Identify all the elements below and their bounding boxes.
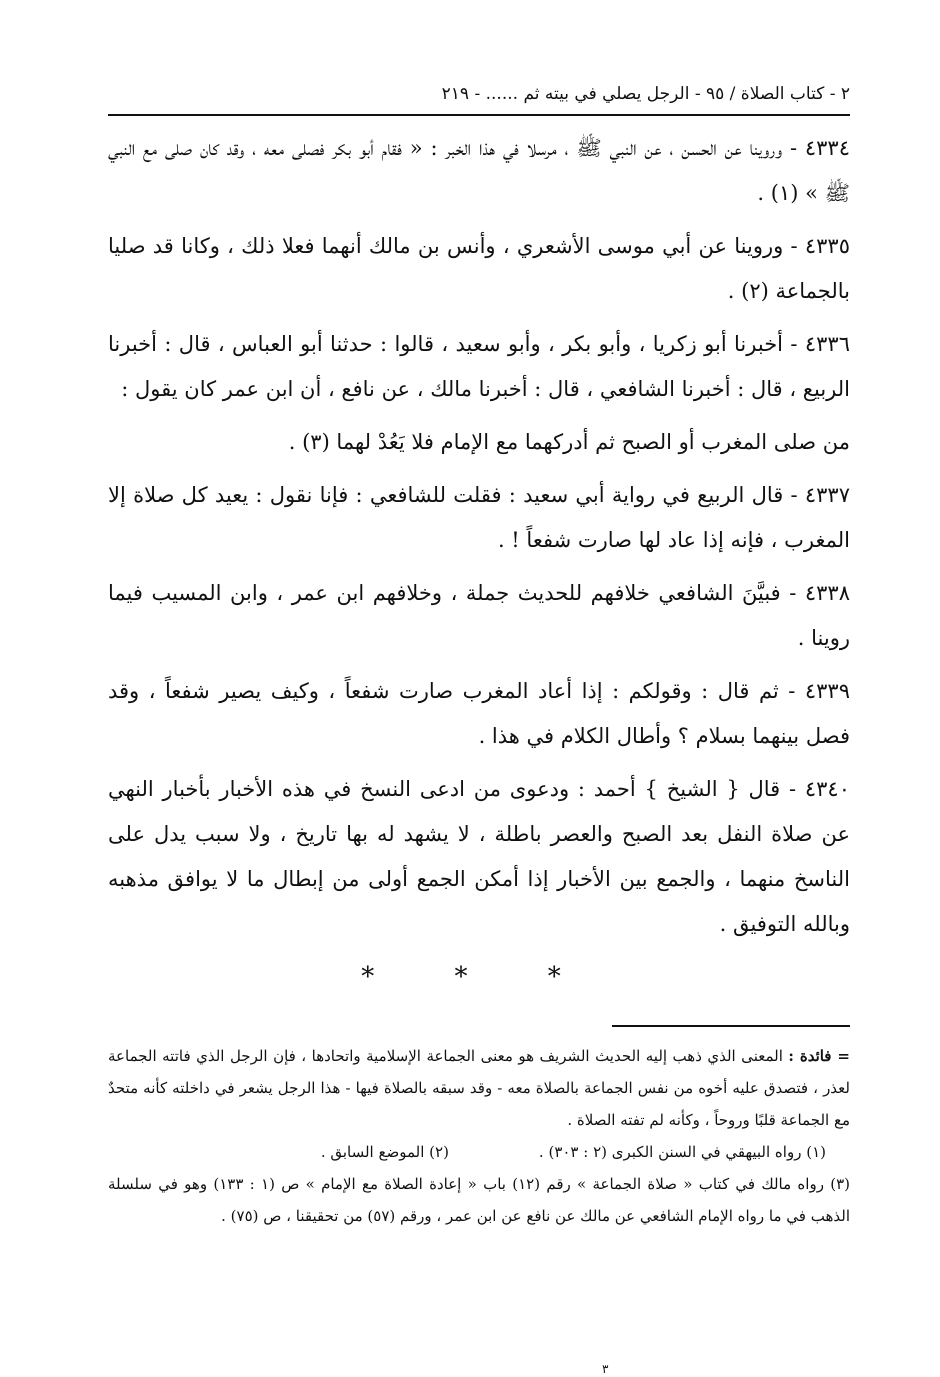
paragraph-4338: ٤٣٣٨ - فبيَّنَ الشافعي خلافهم للحديث جملة ، وخلافهم ابن عمر ، وابن المسيب فيما روينا . [108, 581, 850, 650]
paragraph-4339: ٤٣٣٩ - ثم قال : وقولكم : إذا أعاد المغرب صارت شفعاً ، وكيف يصير شفعاً ، وقد فصل بينهما بسلام ؟ وأطال الكلام في هذا . [108, 679, 850, 748]
paragraph-4337: ٤٣٣٧ - قال الربيع في رواية أبي سعيد : فقلت للشافعي : فإنا نقول : يعيد كل صلاة إلا المغرب ، فإنه إذا عاد لها صارت شفعاً ! . [108, 483, 850, 552]
footnote-benefit-text: المعنى الذي ذهب إليه الحديث الشريف هو معنى الجماعة الإسلامية واتحادها ، فإن الرجل الذي فاتته الجماعة لعذر ، فتصدق عليه أخوه من نفس الجماعة بالصلاة معه - وقد سبقه بالصلاة فيها - هذا الرجل يشعر في داخلته كأنه متحدٌ مع الجماعة قلبًا وروحاً ، وكأنه لم تفته الصلاة . [108, 1047, 850, 1129]
page-mark: ٣ [602, 1362, 609, 1376]
footnote-row-1-2 [108, 1136, 850, 1168]
footnote-rule [612, 1025, 850, 1027]
footnotes [108, 1040, 850, 1232]
section-separator: * * * [361, 962, 597, 992]
paragraph-4334: ٤٣٣٤ - وروينا عن الحسن ، عن النبي ﷺ ، مرسلا في هذا الخبر : « فقام أبو بكر فصلى معه ، وقد كان صلى مع النبي ﷺ » (١) . [108, 136, 850, 205]
running-header-text: ٢ - كتاب الصلاة / ٩٥ - الرجل يصلي في بيته ثم ...... - ٢١٩ [441, 84, 850, 104]
footnote-1: (١) رواه البيهقي في السنن الكبرى (٢ : ٣٠٣) . [538, 1143, 826, 1161]
paragraph-4335: ٤٣٣٥ - وروينا عن أبي موسى الأشعري ، وأنس بن مالك أنهما فعلا ذلك ، وكانا قد صليا بالجماعة (٢) . [108, 234, 850, 303]
quoted-narration: من صلى المغرب أو الصبح ثم أدركهما مع الإمام فلا يَعُدْ لهما (٣) . [288, 430, 850, 454]
footnote-2: (٢) الموضع السابق . [320, 1143, 449, 1161]
footnote-benefit-note [108, 1040, 850, 1136]
footnote-benefit-marker: = فائدة : [788, 1047, 850, 1065]
paragraph-4336: ٤٣٣٦ - أخبرنا أبو زكريا ، وأبو بكر ، وأبو سعيد ، قالوا : حدثنا أبو العباس ، قال : أخبرنا الربيع ، قال : أخبرنا الشافعي ، قال : أخبرنا مالك ، عن نافع ، أن ابن عمر كان يقول : [108, 332, 850, 401]
running-header [108, 80, 850, 116]
paragraph-4340: ٤٣٤٠ - قال { الشيخ } أحمد : ودعوى من ادعى النسخ في هذه الأخبار بأخبار النهي عن صلاة النفل بعد الصبح والعصر باطلة ، لا يشهد له بها تاريخ ، ولا سبب يدل على الناسخ منهما ، والجمع بين الأخبار إذا أمكن الجمع أولى من إبطال ما لا يوافق مذهبه وبالله التوفيق . [108, 777, 850, 936]
footnote-3: (٣) رواه مالك في كتاب « صلاة الجماعة » رقم (١٢) باب « إعادة الصلاة مع الإمام » ص (١ : ١٣٣) وهو في سلسلة الذهب في ما رواه الإمام الشافعي عن مالك عن نافع عن ابن عمر ، ورقم (٥٧) من تحقيقنا ، ص (٧٥) . [108, 1175, 850, 1225]
main-text [108, 126, 850, 1000]
